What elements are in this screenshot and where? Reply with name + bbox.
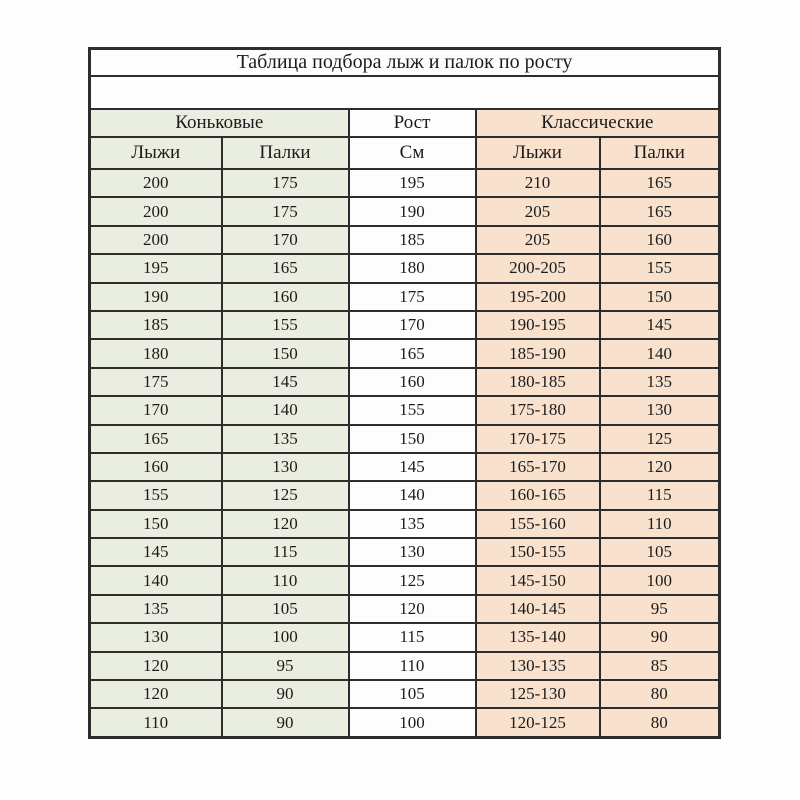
table-cell: 160 xyxy=(90,453,222,481)
table-row xyxy=(90,595,720,623)
table-row xyxy=(90,311,720,339)
table-cell: 120 xyxy=(349,595,476,623)
table-cell: 145 xyxy=(222,368,349,396)
table-cell: 175 xyxy=(90,368,222,396)
table-row xyxy=(90,197,720,225)
table-cell: 175 xyxy=(222,169,349,197)
group-header-classic: Классические xyxy=(476,109,720,137)
table-cell: 145 xyxy=(90,538,222,566)
table-cell: 140-145 xyxy=(476,595,600,623)
table-cell: 160 xyxy=(222,283,349,311)
table-cell: 185 xyxy=(90,311,222,339)
table-cell: 130 xyxy=(349,538,476,566)
table-cell: 150 xyxy=(349,425,476,453)
col-header-height-cm: См xyxy=(349,137,476,169)
table-row xyxy=(90,623,720,651)
table-cell: 150 xyxy=(600,283,720,311)
spacer-row xyxy=(90,76,720,109)
group-header-skate: Коньковые xyxy=(90,109,349,137)
table-cell: 130-135 xyxy=(476,652,600,680)
table-cell: 140 xyxy=(222,396,349,424)
table-cell: 85 xyxy=(600,652,720,680)
table-row xyxy=(90,652,720,680)
table-cell: 130 xyxy=(222,453,349,481)
table-cell: 165 xyxy=(90,425,222,453)
table-cell: 110 xyxy=(600,510,720,538)
table-cell: 105 xyxy=(349,680,476,708)
table-cell: 180-185 xyxy=(476,368,600,396)
table-cell: 155 xyxy=(222,311,349,339)
col-header-skate-skis: Лыжи xyxy=(90,137,222,169)
table-cell: 165 xyxy=(600,169,720,197)
table-row xyxy=(90,339,720,367)
table-cell: 120-125 xyxy=(476,708,600,737)
spacer-cell xyxy=(90,76,720,109)
table-cell: 150-155 xyxy=(476,538,600,566)
table-cell: 200 xyxy=(90,226,222,254)
table-cell: 195-200 xyxy=(476,283,600,311)
table-cell: 80 xyxy=(600,708,720,737)
table-cell: 180 xyxy=(90,339,222,367)
table-row xyxy=(90,226,720,254)
table-row xyxy=(90,680,720,708)
table-cell: 135-140 xyxy=(476,623,600,651)
table-row xyxy=(90,510,720,538)
table-cell: 135 xyxy=(90,595,222,623)
table-cell: 165-170 xyxy=(476,453,600,481)
table-cell: 155 xyxy=(600,254,720,282)
group-header-row xyxy=(90,109,720,137)
table-cell: 95 xyxy=(600,595,720,623)
table-row xyxy=(90,708,720,737)
table-cell: 125-130 xyxy=(476,680,600,708)
table-cell: 140 xyxy=(90,566,222,594)
table-cell: 130 xyxy=(600,396,720,424)
table-cell: 155 xyxy=(90,481,222,509)
table-cell: 200-205 xyxy=(476,254,600,282)
table-row xyxy=(90,425,720,453)
table-cell: 125 xyxy=(222,481,349,509)
table-cell: 125 xyxy=(349,566,476,594)
table-cell: 175-180 xyxy=(476,396,600,424)
table-cell: 160 xyxy=(349,368,476,396)
table-cell: 140 xyxy=(349,481,476,509)
table-cell: 155-160 xyxy=(476,510,600,538)
table-cell: 160 xyxy=(600,226,720,254)
table-cell: 110 xyxy=(90,708,222,737)
ski-selection-table xyxy=(88,47,721,739)
sub-header-row xyxy=(90,137,720,169)
table-cell: 190-195 xyxy=(476,311,600,339)
table-cell: 200 xyxy=(90,169,222,197)
table-cell: 105 xyxy=(600,538,720,566)
table-cell: 130 xyxy=(90,623,222,651)
table-cell: 115 xyxy=(600,481,720,509)
table-cell: 90 xyxy=(222,708,349,737)
table-row xyxy=(90,481,720,509)
table-cell: 170 xyxy=(349,311,476,339)
table-cell: 205 xyxy=(476,226,600,254)
table-cell: 100 xyxy=(349,708,476,737)
group-header-height: Рост xyxy=(349,109,476,137)
table-cell: 165 xyxy=(349,339,476,367)
table-body xyxy=(90,49,720,738)
table-cell: 200 xyxy=(90,197,222,225)
table-cell: 195 xyxy=(349,169,476,197)
table-cell: 120 xyxy=(90,652,222,680)
table-row xyxy=(90,453,720,481)
table-cell: 170 xyxy=(222,226,349,254)
table-cell: 140 xyxy=(600,339,720,367)
table-cell: 145-150 xyxy=(476,566,600,594)
table-cell: 110 xyxy=(222,566,349,594)
title-row xyxy=(90,49,720,77)
table-cell: 135 xyxy=(349,510,476,538)
table-row xyxy=(90,254,720,282)
table-row xyxy=(90,396,720,424)
table-cell: 135 xyxy=(600,368,720,396)
col-header-skate-poles: Палки xyxy=(222,137,349,169)
table-cell: 195 xyxy=(90,254,222,282)
table-cell: 125 xyxy=(600,425,720,453)
table-cell: 90 xyxy=(600,623,720,651)
table-row xyxy=(90,368,720,396)
table-cell: 180 xyxy=(349,254,476,282)
table-cell: 115 xyxy=(349,623,476,651)
table-cell: 210 xyxy=(476,169,600,197)
table-cell: 115 xyxy=(222,538,349,566)
table-cell: 120 xyxy=(90,680,222,708)
table-cell: 80 xyxy=(600,680,720,708)
table-cell: 105 xyxy=(222,595,349,623)
table-row xyxy=(90,283,720,311)
table-cell: 170-175 xyxy=(476,425,600,453)
table-row xyxy=(90,169,720,197)
table-cell: 175 xyxy=(222,197,349,225)
table-cell: 120 xyxy=(600,453,720,481)
col-header-classic-poles: Палки xyxy=(600,137,720,169)
table-cell: 165 xyxy=(600,197,720,225)
table-cell: 145 xyxy=(349,453,476,481)
table-row xyxy=(90,566,720,594)
table-cell: 205 xyxy=(476,197,600,225)
table-cell: 165 xyxy=(222,254,349,282)
table-cell: 110 xyxy=(349,652,476,680)
table-cell: 190 xyxy=(349,197,476,225)
table-cell: 170 xyxy=(90,396,222,424)
table-cell: 185-190 xyxy=(476,339,600,367)
table-title: Таблица подбора лыж и палок по росту xyxy=(90,49,720,77)
table-cell: 155 xyxy=(349,396,476,424)
table-cell: 145 xyxy=(600,311,720,339)
table-row xyxy=(90,538,720,566)
table-cell: 100 xyxy=(600,566,720,594)
table-cell: 90 xyxy=(222,680,349,708)
table-cell: 100 xyxy=(222,623,349,651)
table-cell: 175 xyxy=(349,283,476,311)
table-cell: 190 xyxy=(90,283,222,311)
table-cell: 95 xyxy=(222,652,349,680)
table-cell: 160-165 xyxy=(476,481,600,509)
table-cell: 150 xyxy=(222,339,349,367)
table-cell: 120 xyxy=(222,510,349,538)
col-header-classic-skis: Лыжи xyxy=(476,137,600,169)
table-cell: 150 xyxy=(90,510,222,538)
table-cell: 185 xyxy=(349,226,476,254)
table-cell: 135 xyxy=(222,425,349,453)
